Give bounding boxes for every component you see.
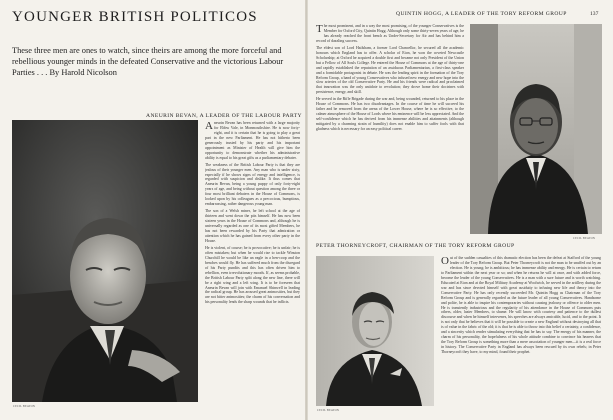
bevan-photo [12,120,198,402]
page-gutter [305,0,308,420]
hogg-paragraph: He served in the Rifle Brigade during the war and, being wounded, returned to his place in the House of Commons. He has two disadvantages. In the course of time he will succeed his father and be removed from the arena of the Lower House, where he is so effective, to the calmer atmosphere of the House of Lords where his eminence will be less appreciated. And the self-confidence which he has derived from his immense abilities and attainments (although mitigated by a charming strain of humility) does not enable him to suffer fools with that gladness which is necessary for an easy political career. [316,97,464,132]
drop-cap: T [316,24,323,35]
hogg-paragraph: The most prominent, and in a way the most promising, of the younger Conservatives is the Member for Oxford City, Quintin Hogg. Although only some thirty-seven years of age, he has already reached the front bench as Under-Secretary for Air and has behind him a record of dazzling success. [316,24,464,43]
drop-cap: O [441,256,449,267]
hogg-photo [470,24,602,234]
hogg-article-text [316,24,464,256]
hogg-portrait-image [470,24,602,234]
bevan-photo-credit: CECIL BEATON [13,405,36,408]
drop-cap: A [205,121,213,132]
article-lede: These three men are ones to watch, since theirs are among the more forceful and rebellious younger minds in the defeated Conservative and the victorious Labour Parties . . . By Harold Nicolson [12,46,284,78]
thorneycroft-photo-credit: CECIL BEATON [317,409,340,412]
thorneycroft-paragraph: Out of the sudden casualties of this dramatic election has been the defeat at Stafford of the young leader of the Tory Reform Group. But Peter Thorneycroft is not the man to be snuffed out by an election. He is young; he is ambitious; he has immense ability and energy. He is certain to return to Parliament within the next year or so; and when he returns he will at once, and with added force, become the leader of the young Conservatives. He is a man with a sure future and is worth watching. Educated at Eton and at the Royal Military Academy at Woolwich, he served in the artillery during the war and has since devoted himself with great assiduity to infusing new life and theory into the Conservative Party. He has only recently succeeded Mr. Quintin Hogg as Chairman of the Tory Reform Group and is generally regarded as the future leader of all young Conservatives. Handsome and polite, he is able to inspire his contemporaries without causing jealousy or offence to older men. He is transiently industrious and the regularity of his attendance in the House of Commons puts others, older, lazier Members, to shame. He will know with courtesy and patience to the dullest discourse and when he himself intervenes, his speeches are always amicable, lucid, and to the point. It is not only that he believes that it will be possible to create a new England without destroying all that is of value in the fabric of the old; it is that he is able to throw into this belief a certainty, a confidence, and a sincerity which render stimulating everything that he has to say. The energy of his manner, the charm of his personality, the hopefulness of his whole attitude combine to convince his hearers that the Tory Reform Group is something more than a mere association of younger men—it is a real force in history. The Conservative Party in England has always been rescued by its own rebels; in Peter Thorneycroft they have, to my mind, found their prophet. [441,256,601,355]
bevan-heading: ANEURIN BEVAN, A LEADER OF THE LABOUR PARTY [146,113,302,119]
bevan-paragraph: Aneurin Bevan has been returned with a large majority for Ebbw Vale, in Monmouthshire. He is now forty-eight, and it is certain that he is going to play a great part in the new Parliament. He has not hitherto been generously trusted by his party and his important appointment as Minister of Health will give him the opportunity to demonstrate whether his administrative ability is equal to his great gifts as a parliamentary debater. [205,121,300,160]
page-number: 137 [590,11,599,17]
hogg-photo-credit: CECIL BEATON [573,237,596,240]
hogg-heading: QUINTIN HOGG, A LEADER OF THE TORY REFORM GROUP [396,11,567,17]
bevan-article-text [205,121,300,415]
bevan-paragraph: The weakness of the British Labour Party is that they are jealous of their younger men. Any man who is under sixty, especially if he shows signs of energy and intelligence, is regarded with suspicion and dislike. It thus comes that Aneurin Bevan, being a young puppy of only forty-eight years of age, and being without question among the three or four most brilliant debaters in the House of Commons, is looked upon by his colleagues as a precocious, bumptious, embarrassing, rather dangerous young man. [205,162,300,207]
bevan-paragraph: He is violent, of course; he is provocative; he is unfair; he is often mistaken; but when he would rise to tackle Winston Churchill he would be like an eagle in a hen-coop and the benches would fly. He has suffered much from the disregard of his Party pundits and this has often driven him to rebellion, even irrevolutionary moods. If, as seems probable, the British Labour Party split along the new line, there will be a right wing and a left wing. It is to be foreseen that Aneurin Bevan will join with Emanuel Shinwell in leading the radical group. He has aroused great animosities, but they are not bitter animosities; the charm of his conversation and his personality lends the sharp wounds that he inflicts. [205,245,300,305]
bevan-portrait-image [12,120,198,402]
hogg-paragraph: The eldest son of Lord Hailsham, a former Lord Chancellor, he secured all the academic honours which England has to offer. A scholar of Eton, he won the coveted Newcastle Scholarship; at Oxford he acquired a double first and became not only President of the Union but a Fellow of All Souls College. He entered the House of Commons at the age of thirty-one and rapidly established the reputation of an assiduous Parliamentarian, a first-class speaker and a formidable protagonist in debate. He was the leading spirit in the formation of the Tory Reform Group, a band of young Conservatives who infused new energy and new hope into the slow arteries of the old Conservative Party. He and his friends were radical and proclaimed that innovation was the only antidote to revolution; they drove home their doctrines with persistence, energy, and skill. [316,45,464,95]
bevan-paragraph: The son of a Welsh miner, he left school at the age of thirteen and went down the pits himself. He has now been sixteen years in the House of Commons and, although he is universally regarded as one of its most gifted Members, he has not been rewarded by his Party that admiration or attention which he has gained from every other party in the House. [205,209,300,243]
thorneycroft-portrait-image [316,256,434,406]
thorneycroft-photo [316,256,434,406]
article-title: YOUNGER BRITISH POLITICOS [12,9,258,25]
thorneycroft-article-text [441,256,601,414]
thorneycroft-heading: PETER THORNEYCROFT, CHAIRMAN OF THE TORY REFORM GROUP [316,243,515,249]
